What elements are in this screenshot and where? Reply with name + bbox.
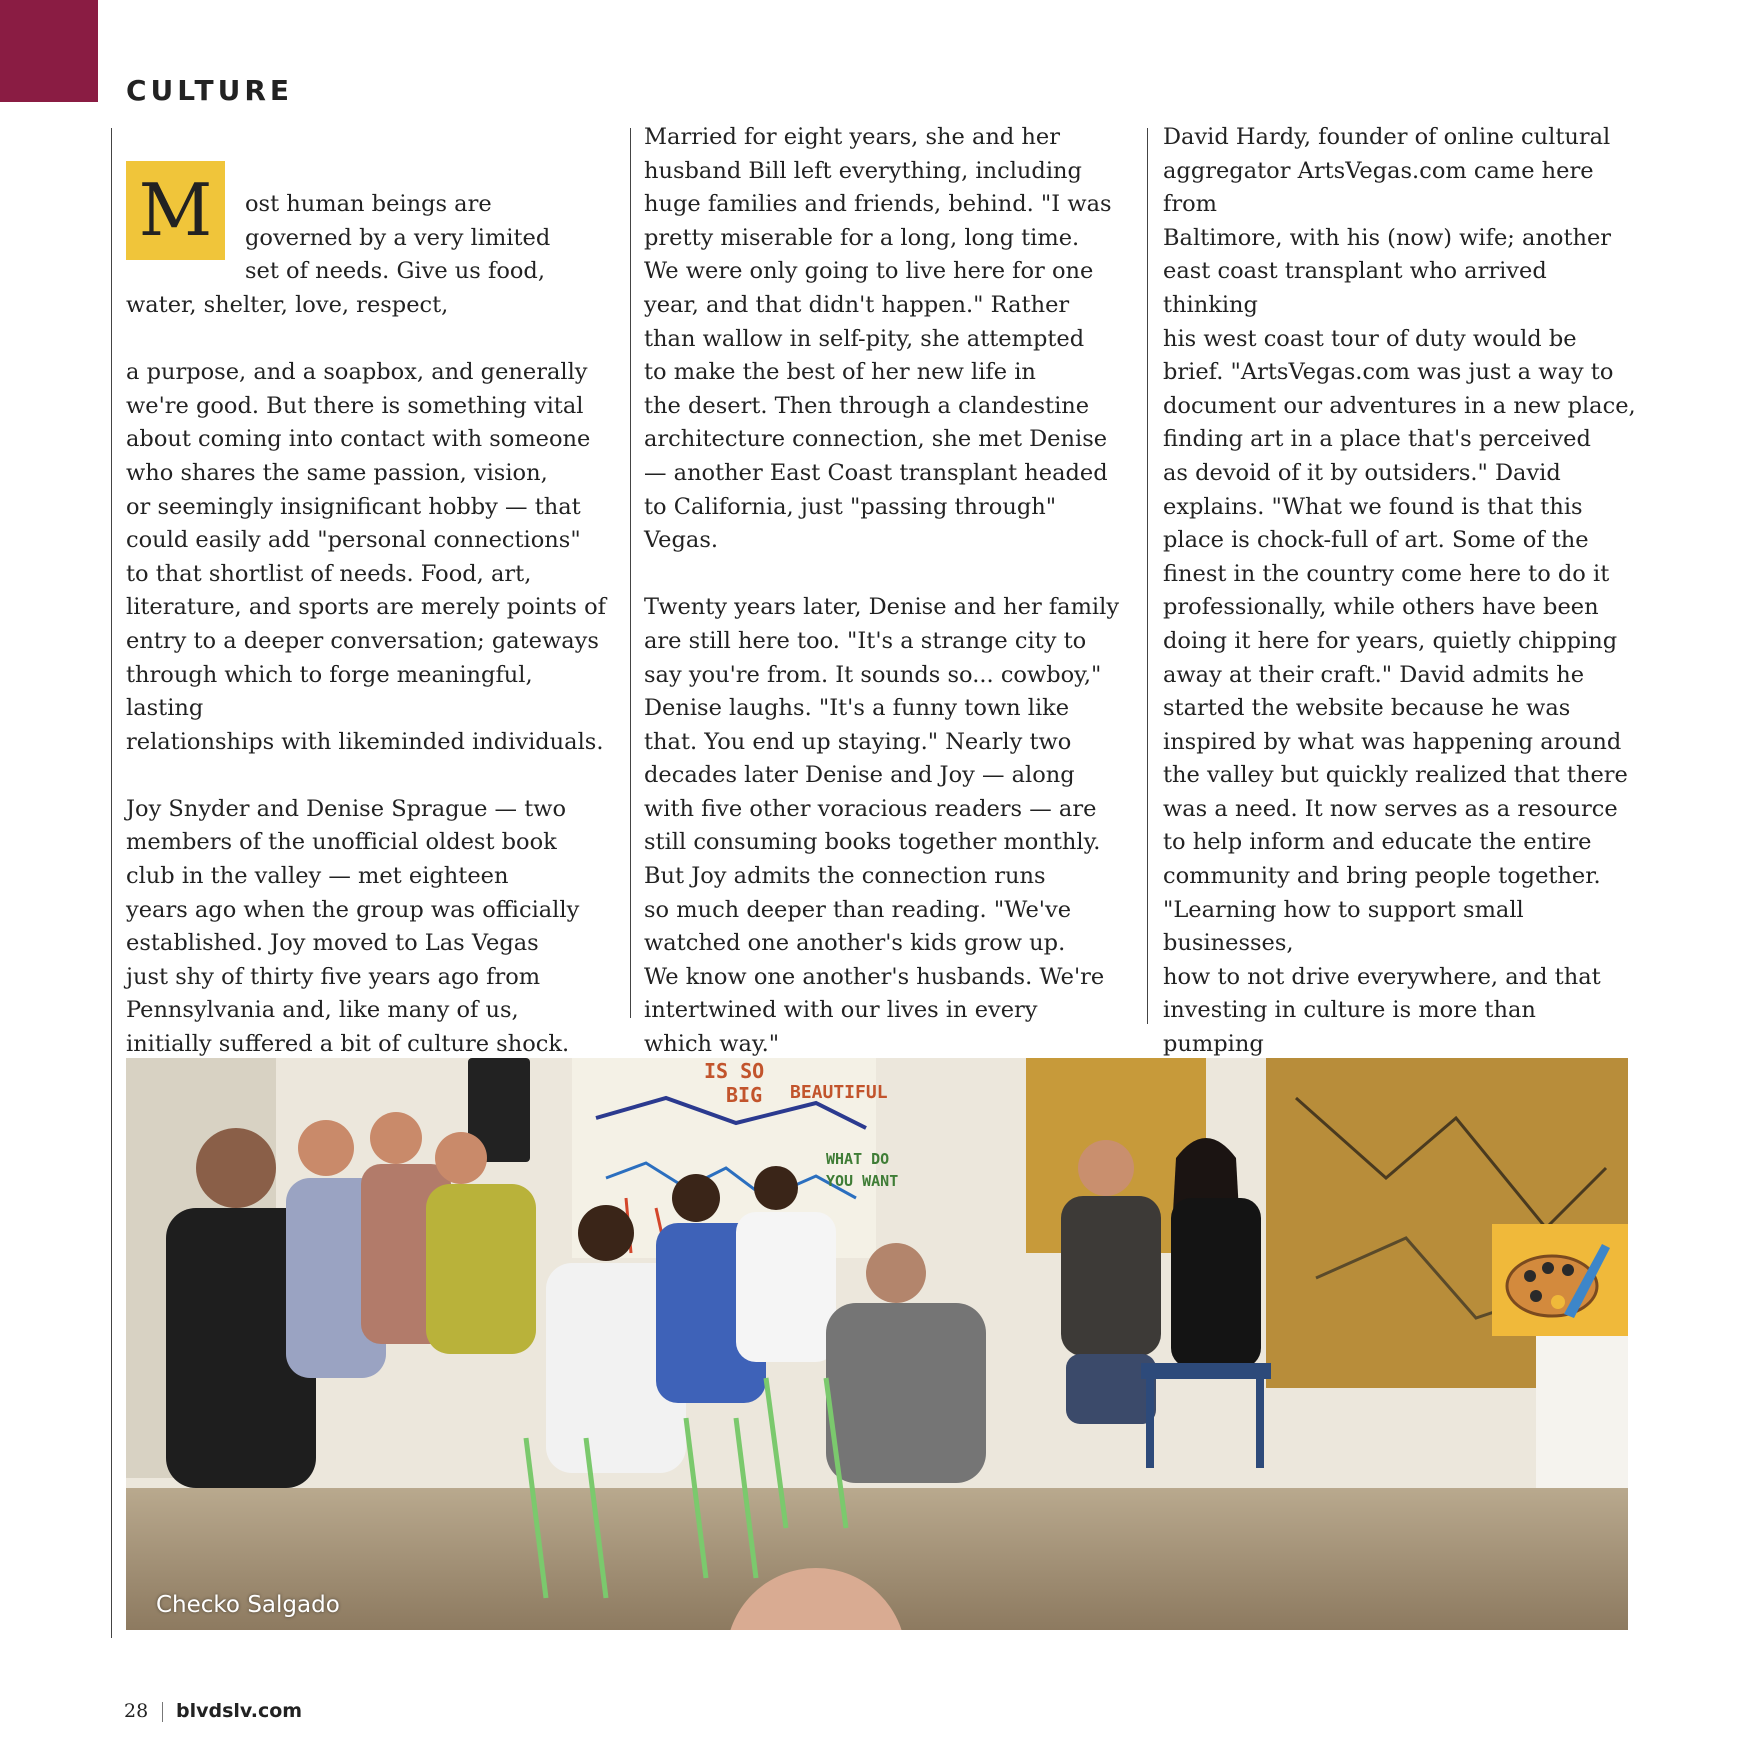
mural-text: IS SO — [704, 1059, 765, 1083]
palette-icon — [1492, 1224, 1628, 1336]
mural-text: BIG — [726, 1083, 763, 1107]
paragraph: David Hardy, founder of online cultural aggregator ArtsVegas.com came here from Baltimore, with his (now) wife; another east coast transplant who arrived thinking his west coast tour of duty would be brief. "ArtsVegas.com was just a way to document our adventures in a new place, finding art in a place that's perceived as devoid of it by outsiders." David explains. "What we found is that this place is chock-full of art. Some of the finest in the country come here to do it professionally, while others have been doing it here for years, quietly chipping away at their craft." David admits he started the website because he was inspired by what was happening around the valley but quickly realized that there was a need. It now serves as a resource to help inform and educate the entire community and bring people together. "Learning how to support small businesses, how to not drive everywhere, and that investing in culture is more than pumping — [1163, 124, 1636, 1058]
paragraph: Twenty years later, Denise and her family are still here too. "It's a strange city to say you're from. It sounds so... cowboy," Denise laughs. "It's a funny town like that. You end up staying." Nearly two decades later Denise and Joy — along with five other voracious readers — are still consuming books together monthly. But Joy admits the connection runs so much deeper than reading. "We've watched one another's kids grow up. We know one another's husbands. We're intertwined with our lives in every which way." — [644, 594, 1120, 1058]
column-rule-middle — [630, 128, 631, 1018]
paragraph: Married for eight years, she and her husband Bill left everything, including huge families and friends, behind. "I was pretty miserable for a long, long time. We were only going to live here for one year, and that didn't happen." Rather than wallow in self-pity, she attempted to make the best of her new life in the desert. Then through a clandestine architecture connection, she met Denise — another East Coast transplant headed to California, just "passing through" Vegas. — [644, 124, 1112, 554]
photo-illustration — [126, 1058, 1628, 1630]
footer-separator — [162, 1702, 163, 1722]
column-rule-right — [1147, 128, 1148, 1024]
section-label: CULTURE — [126, 74, 294, 107]
stage-chair — [1146, 1378, 1154, 1468]
drop-cap: M — [126, 161, 225, 260]
paragraph: Joy Snyder and Denise Sprague — two members of the unofficial oldest book club in the valley — met eighteen years ago when the group was officially established. Joy moved to Las Vegas just shy of thirty five years ago from Pennsylvania and, like many of us, initially suffered a bit of culture shock. — [126, 795, 580, 1058]
mural-text: WHAT DO — [826, 1150, 890, 1168]
section-color-tab — [0, 0, 98, 102]
stage-chair — [1141, 1363, 1271, 1379]
event-photo — [126, 1058, 1628, 1630]
site-url: blvdslv.com — [176, 1700, 303, 1722]
palette-badge — [1492, 1224, 1628, 1336]
column-rule-left — [111, 128, 112, 1638]
article-column-1 — [126, 121, 606, 1162]
article-column-2 — [644, 121, 1128, 1062]
mural-text: YOU WANT — [826, 1172, 899, 1190]
photo-credit: Checko Salgado — [156, 1592, 340, 1618]
stage-chair — [1256, 1378, 1264, 1468]
mural-text: BEAUTIFUL — [790, 1082, 888, 1103]
paragraph: a purpose, and a soapbox, and generally we're good. But there is something vital about coming into contact with someone who shares the same passion, vision, or seemingly insignificant hobby — that could easily add "personal connections" to that shortlist of needs. Food, art, literature, and sports are merely points of entry to a deeper conversation; gateways through which to forge meaningful, lasting relationships with likeminded individuals. — [126, 359, 606, 755]
page-number: 28 — [124, 1700, 149, 1722]
article-column-3 — [1163, 121, 1643, 1129]
lead-text: ost human beings are governed by a very limited set of needs. Give us food, water, shelter, love, respect, — [126, 191, 551, 318]
